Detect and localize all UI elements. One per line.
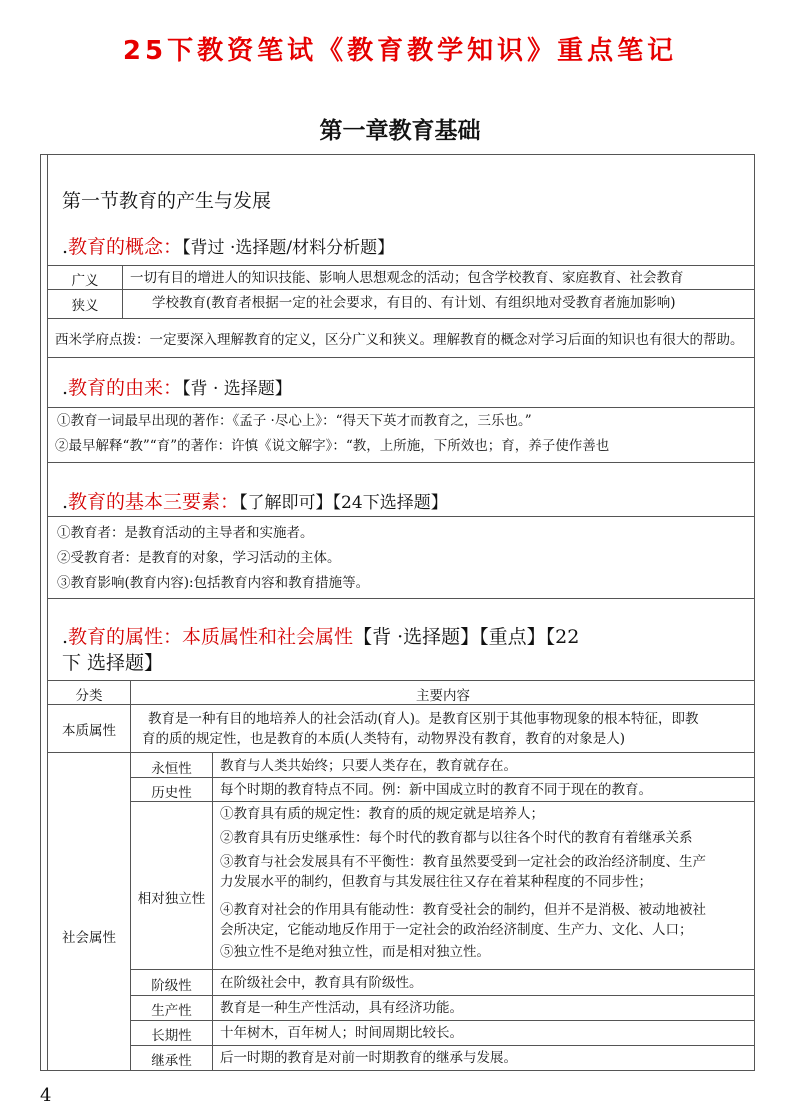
tip-text: 西米学府点拨：一定要深入理解教育的定义，区分广义和狭义。理解教育的概念对学习后面的知识也有很大的帮助。 (55, 332, 744, 348)
longterm-label: 长期性 (151, 1028, 192, 1044)
narrow-text: 学校教育(教育者根据一定的社会要求，有目的、有计划、有组织地对受教育者施加影响) (152, 295, 676, 311)
concept-heading: .教育的概念：【背过 ·选择题/材料分析题】 (62, 236, 395, 258)
historical-label: 历史性 (151, 785, 192, 801)
eternal-label: 永恒性 (151, 761, 192, 777)
attributes-heading-line-1: .教育的属性：本质属性和社会属性【背 ·选择题】【重点】【22 (62, 626, 580, 648)
essential-text: 教育是一种有目的地培养人的社会活动(育人)。是教育区别于其他事物现象的根本特征，即教 育的质的规定性，也是教育的本质(人类特有，动物界没有教育，教育的对象是人) (142, 711, 699, 747)
elements-heading: .教育的基本三要素：【了解即可】【24下选择题】 (62, 491, 448, 513)
class-text: 在阶级社会中，教育具有阶级性。 (220, 975, 423, 991)
document-title: 25下教资笔试《教育教学知识》重点笔记 (122, 36, 678, 66)
broad-text: 一切有目的增进人的知识技能、影响人思想观念的活动；包含学校教育、家庭教育、社会教育 (130, 270, 684, 286)
page-number: 4 (40, 1085, 52, 1106)
chapter-title: 第一章教育基础 (319, 117, 481, 144)
longterm-text: 十年树木，百年树人；时间周期比较长。 (220, 1025, 463, 1041)
inherit-text: 后一时期的教育是对前一时期教育的继承与发展。 (220, 1050, 517, 1066)
inherit-label: 继承性 (151, 1053, 192, 1069)
elements-line-2: ②受教育者：是教育的对象，学习活动的主体。 (57, 550, 341, 566)
elements-line-1: ①教育者：是教育活动的主导者和实施者。 (57, 525, 314, 541)
attributes-heading-line-2: 下 选择题】 (62, 652, 164, 674)
essential-label: 本质属性 (62, 723, 116, 739)
broad-label: 广义 (71, 273, 99, 289)
col-content-header: 主要内容 (416, 688, 470, 704)
social-label: 社会属性 (62, 930, 116, 946)
eternal-text: 教育与人类共始终；只要人类存在，教育就存在。 (220, 758, 517, 774)
col-category-header: 分类 (75, 688, 103, 704)
origin-heading: .教育的由来：【背 · 选择题】 (62, 377, 292, 399)
relative-label: 相对独立性 (137, 891, 206, 907)
section-title: 第一节教育的产生与发展 (62, 190, 272, 212)
historical-text: 每个时期的教育特点不同。例：新中国成立时的教育不同于现在的教育。 (220, 782, 652, 798)
elements-line-3: ③教育影响(教育内容):包括教育内容和教育措施等。 (57, 575, 370, 591)
origin-line-1: ①教育一词最早出现的著作：《孟子 ·尽心上》：“得天下英才而教育之，三乐也。” (57, 413, 532, 429)
origin-line-2: ②最早解释“教”“育”的著作：许慎《说文解字》：“教，上所施，下所效也；育，养子使作善也 (55, 438, 610, 454)
relative-text: ①教育具有质的规定性：教育的质的规定就是培养人； ②教育具有历史继承性：每个时代的教育都与以往各个时代的教育有着继承关系 ③教育与社会发展具有不平衡性：教育虽然要受到一定社会的政治经济制度、生产 力发展水平的制约，但教育与其发展往往又存在着某种程度的不同步性； ④教育对社会的作用具有能动性：教育受社会的制约，但并不是消极、被动地被社 会所决定，它能动地反作用于一定社会的政治经济制度、生产力、文化、人口； ⑤独立性不是绝对独立性，而是相对独立性。 (220, 806, 706, 960)
productive-label: 生产性 (151, 1003, 192, 1019)
narrow-label: 狭义 (71, 298, 99, 314)
class-label: 阶级性 (151, 978, 192, 994)
productive-text: 教育是一种生产性活动，具有经济功能。 (220, 1000, 463, 1016)
